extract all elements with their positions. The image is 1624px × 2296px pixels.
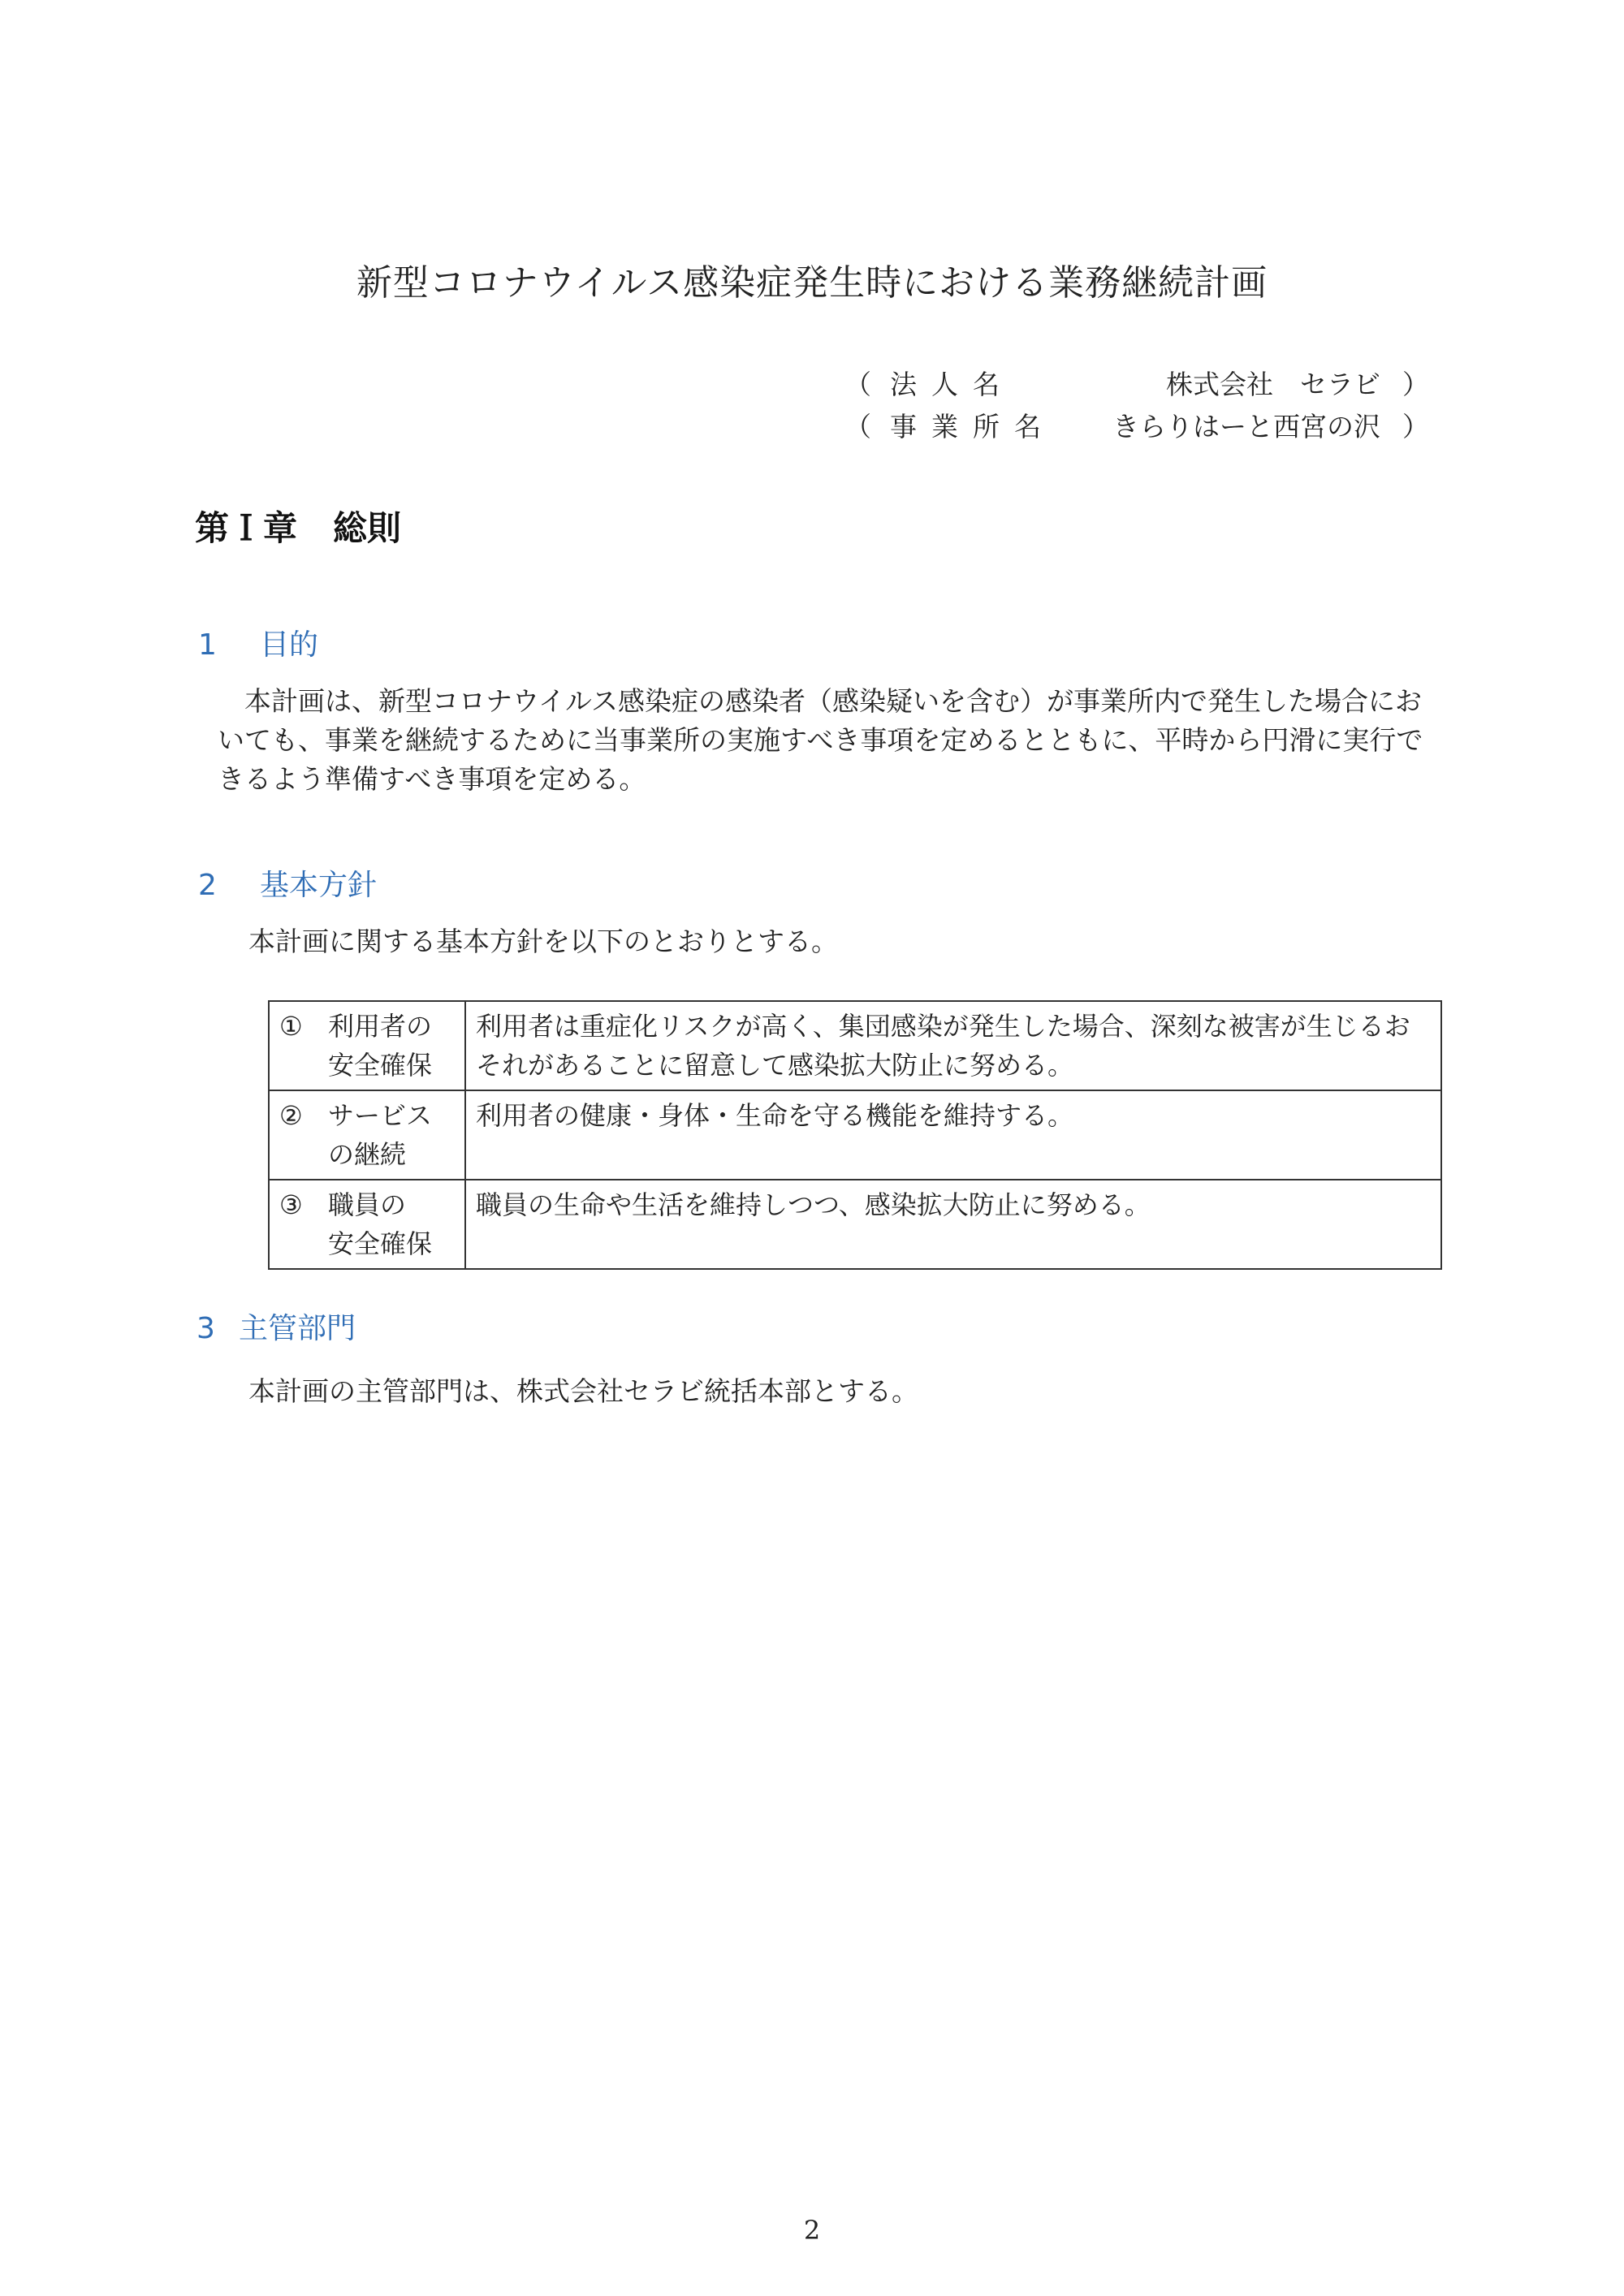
close-paren: ） bbox=[1402, 369, 1429, 400]
chapter-title: 総則 bbox=[333, 508, 402, 548]
policy-number: ③ bbox=[279, 1189, 303, 1220]
section-title: 目的 bbox=[260, 628, 319, 662]
policy-description: 職員の生命や生活を維持しつつ、感染拡大防止に努める。 bbox=[465, 1180, 1441, 1269]
policy-number: ① bbox=[279, 1011, 303, 1042]
office-name-row bbox=[844, 406, 1429, 442]
open-paren: （ bbox=[844, 411, 871, 442]
corporation-name-row bbox=[844, 364, 1429, 399]
policy-label-line2: 安全確保 bbox=[328, 1228, 433, 1259]
department-paragraph: 本計画の主管部門は、株式会社セラビ統括本部とする。 bbox=[248, 1375, 918, 1407]
policy-label-line2: 安全確保 bbox=[328, 1050, 433, 1081]
policy-number: ② bbox=[279, 1100, 303, 1131]
table-row bbox=[269, 1001, 1441, 1090]
policy-label-line1: サービス bbox=[328, 1100, 433, 1131]
chapter-number: 第Ｉ章 bbox=[195, 508, 298, 548]
policy-label-line1: 職員の bbox=[328, 1189, 407, 1220]
chapter-heading bbox=[195, 502, 401, 550]
policy-label-line2: の継続 bbox=[328, 1139, 407, 1170]
policy-description: 利用者は重症化リスクが高く、集団感染が発生した場合、深刻な被害が生じるおそれがあることに留意して感染拡大防止に努める。 bbox=[465, 1001, 1441, 1090]
section-heading-department bbox=[197, 1306, 356, 1347]
policy-label-line1: 利用者の bbox=[328, 1011, 433, 1042]
table-row bbox=[269, 1180, 1441, 1269]
section-title: 主管部門 bbox=[239, 1312, 356, 1345]
policy-label-cell bbox=[269, 1001, 465, 1090]
office-label: 事業所名 bbox=[890, 411, 1056, 442]
section-heading-purpose bbox=[198, 622, 318, 663]
policy-intro-paragraph: 本計画に関する基本方針を以下のとおりとする。 bbox=[248, 926, 838, 957]
corporation-value: 株式会社 セラビ bbox=[1166, 369, 1380, 400]
corporation-label: 法人名 bbox=[890, 369, 1014, 400]
section-number: 1 bbox=[198, 628, 217, 662]
open-paren: （ bbox=[844, 369, 871, 400]
document-title: 新型コロナウイルス感染症発生時における業務継続計画 bbox=[356, 262, 1268, 304]
policy-description: 利用者の健康・身体・生命を守る機能を維持する。 bbox=[465, 1090, 1441, 1180]
close-paren: ） bbox=[1402, 411, 1429, 442]
policy-label-cell bbox=[269, 1090, 465, 1180]
policy-table bbox=[268, 1000, 1442, 1270]
policy-label-cell bbox=[269, 1180, 465, 1269]
section-number: 3 bbox=[197, 1312, 215, 1345]
page-number: 2 bbox=[803, 2215, 821, 2246]
section-title: 基本方針 bbox=[260, 869, 378, 902]
section-number: 2 bbox=[198, 869, 217, 902]
purpose-paragraph: 本計画は、新型コロナウイルス感染症の感染者（感染疑いを含む）が事業所内で発生した場合においても、事業を継続するために当事業所の実施すべき事項を定めるとともに、平時から円滑に実行できるよう準備すべき事項を定める。 bbox=[218, 685, 1423, 795]
table-row bbox=[269, 1090, 1441, 1180]
section-heading-policy bbox=[198, 862, 377, 904]
office-value: きらりはーと西宮の沢 bbox=[1112, 411, 1380, 442]
